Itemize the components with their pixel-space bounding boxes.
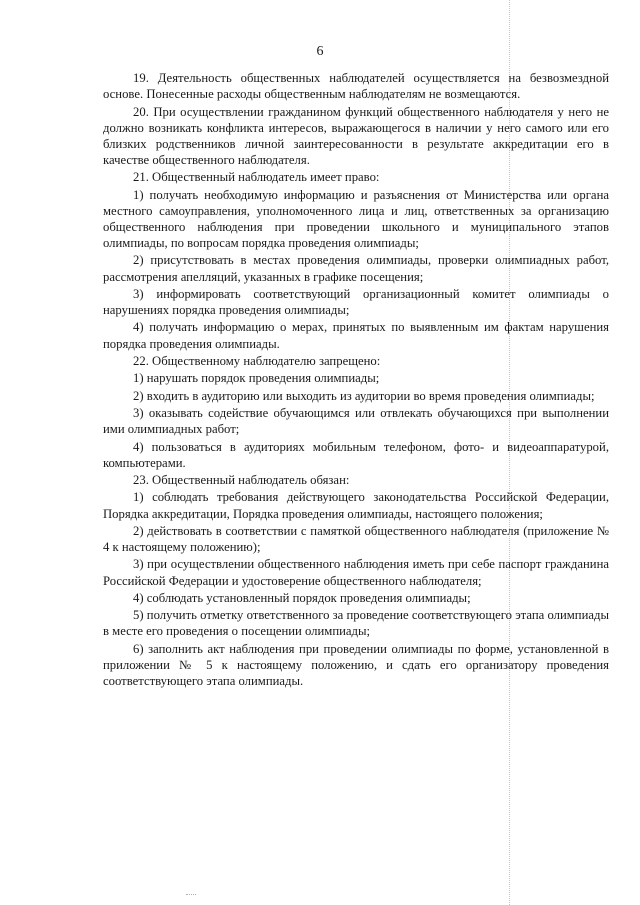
paragraph-23-item-6: 6) заполнить акт наблюдения при проведении олимпиады по форме, установленной в приложении № 5 к настоящему положению, и сдать его организатору проведения соответствующего этапа олимпиады. (103, 641, 609, 688)
paragraph-23-item-5: 5) получить отметку ответственного за проведение соответствующего этапа олимпиады в месте его проведения о посещении олимпиады; (103, 608, 609, 639)
document-body (103, 70, 609, 689)
paragraph-21-item-2: 2) присутствовать в местах проведения олимпиады, проверки олимпиадных работ, рассмотрения апелляций, указанных в графике посещения; (103, 253, 609, 284)
paragraph-22-item-4: 4) пользоваться в аудиториях мобильным телефоном, фото- и видеоаппаратурой, компьютерами. (103, 439, 609, 470)
paragraph-22-item-2: 2) входить в аудиторию или выходить из аудитории во время проведения олимпиады; (133, 388, 595, 403)
scan-artifact (186, 894, 196, 897)
paragraph-23-item-4: 4) соблюдать установленный порядок проведения олимпиады; (133, 590, 471, 605)
paragraph-23-item-2: 2) действовать в соответствии с памяткой общественного наблюдателя (приложение № 4 к настоящему положению); (103, 523, 609, 554)
paragraph-22-heading: 22. Общественному наблюдателю запрещено: (133, 353, 381, 368)
paragraph-19: 19. Деятельность общественных наблюдателей осуществляется на безвозмездной основе. Понесенные расходы общественным наблюдателям не возмещаются. (103, 71, 609, 102)
paragraph-23-item-3: 3) при осуществлении общественного наблюдения иметь при себе паспорт гражданина Российской Федерации и удостоверение общественного наблюдателя; (103, 557, 609, 588)
paragraph-21-item-4: 4) получать информацию о мерах, принятых по выявленным им фактам нарушения порядка проведения олимпиады. (103, 320, 609, 351)
paragraph-23-item-1: 1) соблюдать требования действующего законодательства Российской Федерации, Порядка аккредитации, Порядка проведения олимпиады, настоящего положения; (103, 490, 609, 521)
paragraph-22-item-1: 1) нарушать порядок проведения олимпиады; (133, 371, 380, 386)
paragraph-21-heading: 21. Общественный наблюдатель имеет право: (133, 170, 380, 185)
paragraph-23-heading: 23. Общественный наблюдатель обязан: (133, 473, 350, 487)
paragraph-22-item-3: 3) оказывать содействие обучающимся или отвлекать обучающихся при выполнении ими олимпиадных работ; (103, 406, 609, 437)
paragraph-21-item-3: 3) информировать соответствующий организационный комитет олимпиады о нарушениях порядка проведения олимпиады; (103, 286, 609, 318)
page-number: 6 (316, 44, 324, 59)
paragraph-20: 20. При осуществлении гражданином функций общественного наблюдателя у него не должно возникать конфликта интересов, выражающегося в наличии у него самого или его близких родственников личной заинтересованности в результате аккредитации его в качестве общественного наблюдателя. (103, 104, 609, 167)
paragraph-21-item-1: 1) получать необходимую информацию и разъяснения от Министерства или органа местного самоуправления, уполномоченного лица и лиц, ответственных за организацию общественного наблюдения при проведении школьного и муниципального этапов олимпиады, по вопросам порядка проведения олимпиады; (103, 187, 609, 251)
